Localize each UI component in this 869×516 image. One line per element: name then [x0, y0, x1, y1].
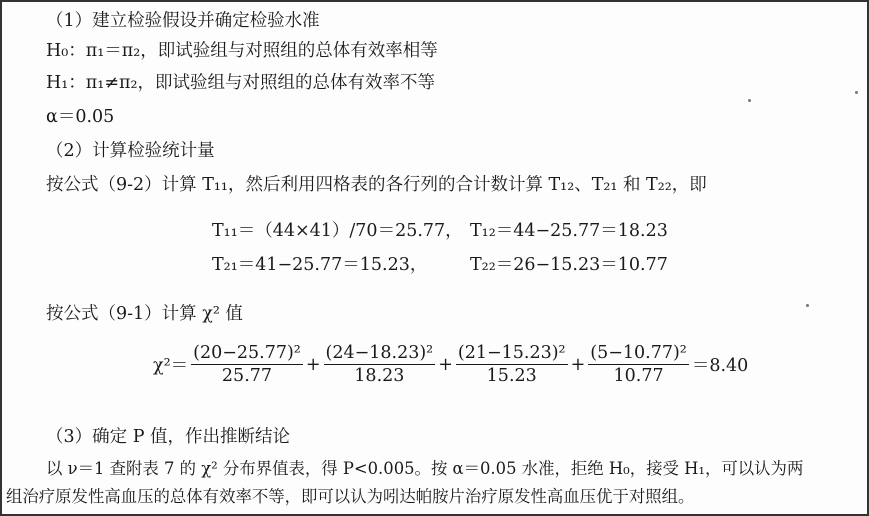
- fraction-4-denominator: 10.77: [613, 366, 664, 386]
- fraction-2-numerator: (24−18.23)²: [325, 343, 434, 363]
- null-hypothesis: H₀：π₁＝π₂，即试验组与对照组的总体有效率相等: [46, 41, 438, 61]
- calc-intro: 按公式（9-2）计算 T₁₁，然后利用四格表的各行列的合计数计算 T₁₂、T₂₁ 和 T₂₂，即: [46, 175, 707, 195]
- fraction-3-denominator: 15.23: [486, 366, 537, 386]
- plus-sign: +: [305, 354, 321, 375]
- t22-formula: T₂₂＝26−15.23＝10.77: [470, 255, 668, 275]
- chi-square-formula: [150, 342, 751, 387]
- fraction-1-denominator: 25.77: [221, 366, 273, 386]
- chi-intro: 按公式（9-1）计算 χ² 值: [46, 304, 243, 324]
- t11-formula: T₁₁＝（44×41）/70＝25.77，: [212, 221, 463, 241]
- fraction-1: [191, 342, 303, 387]
- t12-formula: T₁₂＝44−25.77＝18.23: [470, 221, 668, 241]
- conclusion-line-1: 以 ν＝1 查附表 7 的 χ² 分布界值表，得 P<0.005。按 α＝0.05 水准，拒绝 H₀，接受 H₁，可以认为两: [46, 459, 804, 478]
- scan-speck: [748, 99, 751, 102]
- fraction-4-numerator: (5−10.77)²: [590, 343, 687, 363]
- chi-lhs: χ²＝: [153, 356, 189, 376]
- conclusion-line-2: 组治疗原发性高血压的总体有效率不等，即可以认为吲达帕胺片治疗原发性高血压优于对照组。: [6, 487, 695, 506]
- plus-sign: +: [570, 354, 586, 375]
- step3-heading: （3）确定 P 值，作出推断结论: [46, 427, 291, 447]
- scan-speck: [855, 91, 858, 94]
- significance-level: α＝0.05: [46, 107, 115, 127]
- fraction-1-numerator: (20−25.77)²: [193, 343, 301, 363]
- plus-sign: +: [438, 354, 453, 375]
- fraction-4: [588, 342, 689, 387]
- fraction-2: [324, 342, 436, 387]
- step2-heading: （2）计算检验统计量: [46, 141, 215, 161]
- fraction-2-denominator: 18.23: [354, 366, 405, 386]
- step1-heading: （1）建立检验假设并确定检验水准: [46, 11, 320, 31]
- fraction-3-numerator: (21−15.23)²: [457, 343, 566, 363]
- alternative-hypothesis: H₁：π₁≠π₂，即试验组与对照组的总体有效率不等: [46, 73, 435, 93]
- chi-result: ＝8.40: [691, 356, 749, 376]
- scan-speck: [806, 304, 809, 307]
- t21-formula: T₂₁＝41−25.77＝15.23，: [212, 255, 428, 275]
- fraction-3: [456, 342, 568, 387]
